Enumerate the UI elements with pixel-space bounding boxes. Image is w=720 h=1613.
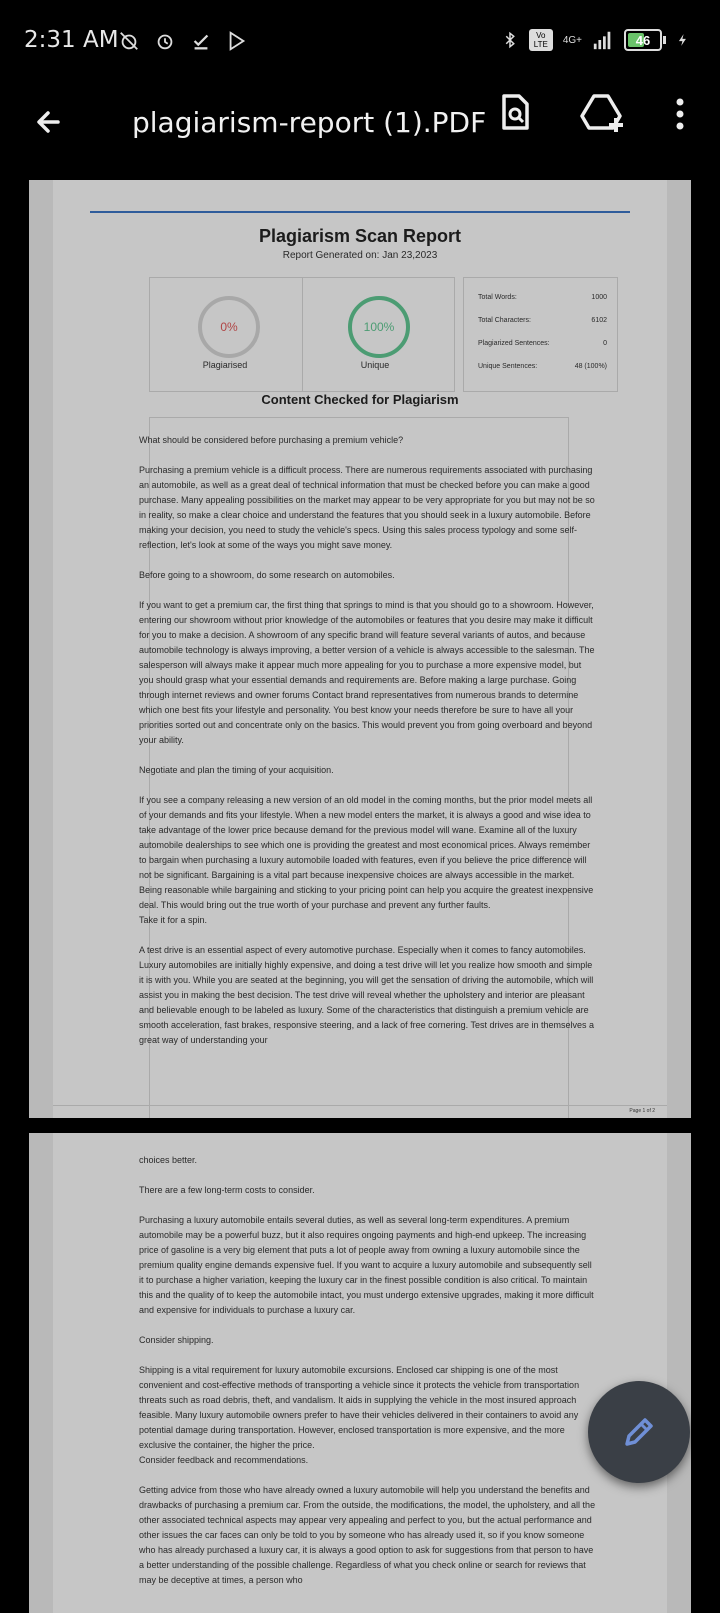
summary-value: 1000 (591, 294, 607, 301)
report-title: Plagiarism Scan Report (258, 226, 462, 246)
network-label: 4G+ (562, 34, 582, 46)
paragraph: If you see a company releasing a new version of an old model in the coming months, but the prior model meets all of your demands and fits your lifestyle. When a new model enters the market, it is always a good and wise idea to take advantage of the lower price because demand for the previous model will wane. Examine all of the luxury automobile dealerships to see which one is providing the greatest and most economical prices. Always remember to bargain when purchasing a luxury automobile loaded with features, even if you believe the price difference will not be significant. Bargaining is a vital part because inexpensive choices are always accessible in the market. Being reasonable while bargaining and sticking to your pricing point can help you acquire the greatest inexpensive deal. This would bring out the true worth of your purchase and prevent any further faults. (139, 795, 594, 910)
summary-label: Unique Sentences: (478, 363, 538, 370)
paragraph: Negotiate and plan the timing of your acquisition. (139, 765, 334, 775)
checked-text-continued (139, 1153, 597, 1603)
summary-row (478, 340, 607, 347)
unique-value: 100% (363, 320, 395, 334)
app-bar (0, 84, 720, 174)
download-done-icon (190, 29, 212, 53)
notification-icons (118, 29, 248, 53)
page-number: Page 1 of 2 (629, 1108, 655, 1114)
score-divider (302, 278, 303, 391)
paragraph: Consider shipping. (139, 1335, 214, 1345)
edit-fab[interactable] (588, 1381, 690, 1483)
summary-label: Total Characters: (478, 317, 531, 324)
add-to-drive-icon[interactable] (578, 88, 630, 136)
battery-level: 46 (635, 32, 651, 48)
checked-text (139, 433, 597, 1063)
status-time: 2:31 AM (24, 27, 119, 53)
volte-badge: Vo LTE (529, 29, 553, 51)
paragraph: Purchasing a premium vehicle is a difficult process. There are numerous requirements associated with purchasing an automobile, as well as a great deal of technical information that must be checked before you can make a good purchase. Many appealing possibilities on the market may appear to be very appropriate for you but may not be so in reality, so make a clear choice and understand the features that you should seek in a luxury automobile. Before making your decision, you need to study the vehicle's specs. Using this sales process typology and some self-reflection, let's look at some of the ways you might save money. (139, 465, 595, 550)
battery-icon (624, 29, 662, 51)
plagiarised-ring (198, 296, 260, 358)
bluetooth-icon (501, 28, 519, 52)
signal-icon (592, 29, 614, 51)
paragraph: Getting advice from those who have already owned a luxury automobile will help you understand the benefits and drawbacks of purchasing a premium car. From the outside, the modifications, the model, the upholstery, and all the other associated technical aspects may appear very appealing and perfect to you, but the actual performance and other issues the car faces can only be told to you by someone who has already used it, so if you know someone who has already purchased a luxury car, it is always a good option to ask for suggestions from that person to have a better understanding of the possible challenge. Regardless of what you check online or search for reviews that may be deceptive at times, a person who (139, 1485, 596, 1585)
summary-row (478, 294, 607, 301)
summary-row (478, 317, 607, 324)
pdf-page-2[interactable] (29, 1133, 691, 1613)
paragraph: Before going to a showroom, do some research on automobiles. (139, 570, 395, 580)
charging-icon (676, 29, 690, 51)
summary-value: 48 (100%) (574, 363, 607, 370)
summary-label: Plagiarized Sentences: (478, 340, 550, 347)
plagiarised-value: 0% (220, 320, 238, 334)
summary-box (463, 277, 618, 392)
status-bar (0, 0, 720, 84)
search-document-icon[interactable] (490, 88, 538, 136)
document-title: plagiarism-report (1).PDF (132, 106, 487, 139)
system-icons (501, 28, 690, 52)
plagiarised-label: Plagiarised (202, 360, 248, 370)
back-arrow-icon[interactable] (28, 98, 76, 146)
pdf-page-1[interactable] (29, 180, 691, 1118)
paragraph: What should be considered before purchasing a premium vehicle? (139, 435, 404, 445)
paragraph: Purchasing a luxury automobile entails several duties, as well as several long-term expenditures. A premium automobile may be a powerful buzz, but it also requires ongoing payments and high-end upkeep. The increasing price of gasoline is a very big element that puts a lot of people away from owning a luxury automobile since the premium quality engine demands expensive fuel. If you want to acquire a luxury automobile and subsequently sell it to purchase a higher variation, keeping the luxury car in the finest possible condition is also critical. To maintain this and the quality of to keep the automobile intact, you must undergo extensive upgrades, making it more difficult and expensive for individuals to purchase a luxury car. (139, 1215, 594, 1315)
score-box (149, 277, 455, 392)
content-section-title: Content Checked for Plagiarism (261, 392, 459, 407)
summary-label: Total Words: (478, 294, 517, 301)
paragraph: choices better. (139, 1155, 198, 1165)
paragraph: Take it for a spin. (139, 915, 208, 925)
paragraph: If you want to get a premium car, the first thing that springs to mind is that you should go to a showroom. However, entering our showroom without prior knowledge of the automobiles or features that you desire may make it difficult for you to make a decision. A showroom of any specific brand will feature several variants of autos, and because automobile technology is always improving, a better version of a vehicle is always accessible to the salesman. The salesperson will always make it appear much more appealing for you to purchase a more expensive model, but you should grasp what your essential demands and requirements are. Before making a large purchase. Going through internet reviews and owner forums Contact brand representatives from numerous brands to determine which one best fits your lifestyle and personality. You best know your needs therefore be sure to have all your priorities sorted out and concentrate only on the basics. This would prevent you from going overboard and beyond your ability. (139, 600, 595, 745)
paragraph: Shipping is a vital requirement for luxury automobile excursions. Enclosed car shipping is one of the most convenient and cost-effective methods of transporting a vehicle since it protects the vehicle from transportation threats such as road debris, theft, and vandalism. It aids in supplying the vehicle in the most insured approach feasible. Many luxury automobile owners prefer to have their vehicles delivered in their containers to avoid any potential damage during transportation. However, enclosed transportation is more expensive, and the more exclusive the container, the higher the price. (139, 1365, 580, 1450)
summary-row (478, 363, 607, 370)
header-accent-line (90, 211, 630, 213)
paragraph: Consider feedback and recommendations. (139, 1455, 309, 1465)
unique-ring (348, 296, 410, 358)
paragraph: A test drive is an essential aspect of every automotive purchase. Especially when it comes to fancy automobiles. Luxury automobiles are initially highly expensive, and doing a test drive will let you realize how smooth and simple it is with you. While you are seated at the beginning, you will get the sensation of driving the automobile, which will assist you in making the best decision. The test drive will reveal whether the upholstery and interior are pleasant and believable enough to be labeled as luxury. Some of the characteristics that distinguish a premium vehicle are smooth acceleration, fast brakes, responsive steering, and a lack of free cornering. Test drives are in themselves a great way of understanding your (139, 945, 595, 1045)
unique-label: Unique (360, 360, 390, 370)
pencil-icon (621, 1414, 657, 1450)
more-vert-icon[interactable] (660, 90, 700, 138)
summary-value: 0 (603, 340, 607, 347)
play-store-icon (226, 29, 248, 53)
battery-indicator (624, 29, 666, 51)
page-footer-line (53, 1105, 667, 1106)
alarm-off-icon (118, 29, 140, 53)
alarm-icon (154, 29, 176, 53)
summary-value: 6102 (591, 317, 607, 324)
paragraph: There are a few long-term costs to consider. (139, 1185, 315, 1195)
report-date: Report Generated on: Jan 23,2023 (282, 250, 438, 261)
